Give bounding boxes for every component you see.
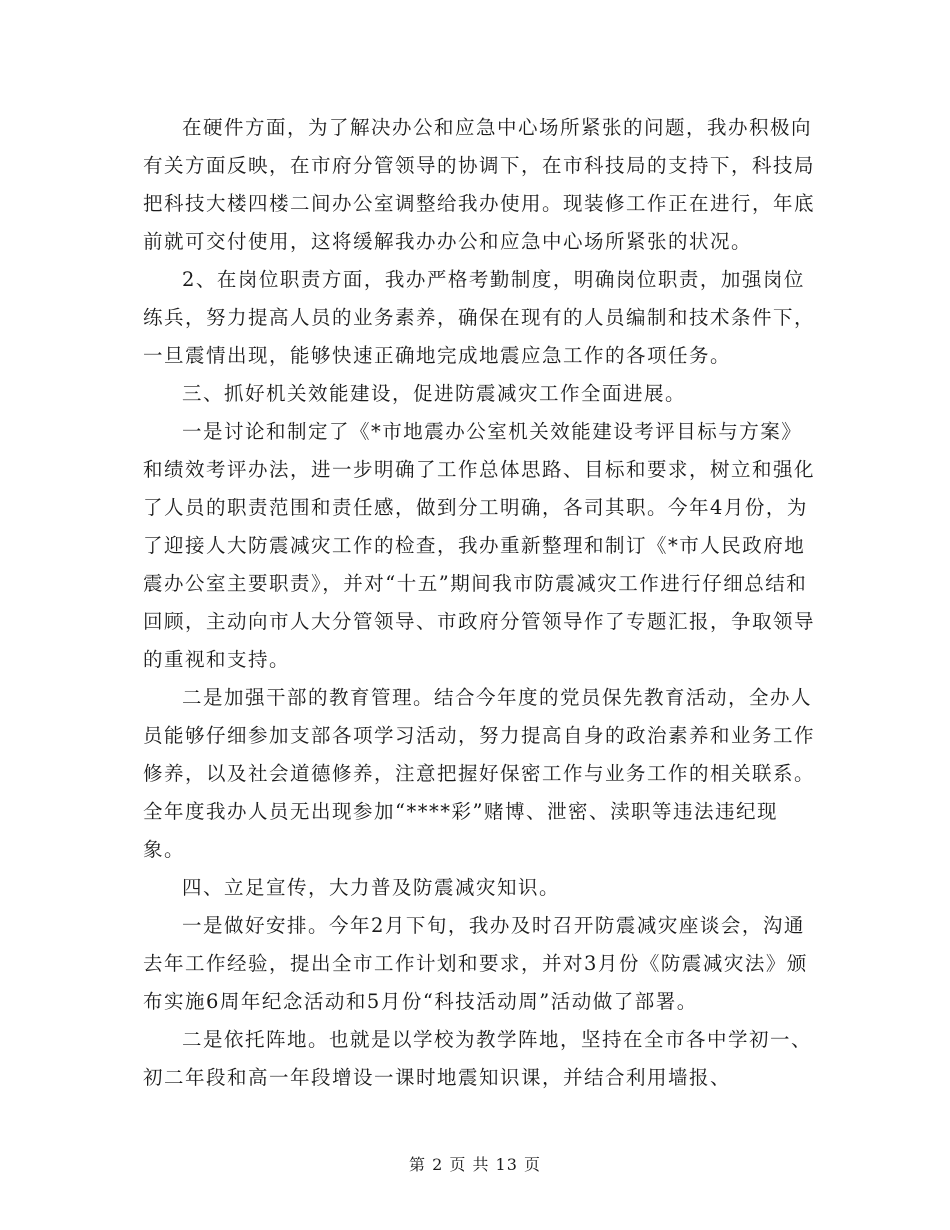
paragraph-schools: 二是依托阵地。也就是以学校为教学阵地，坚持在全市各中学初一、初二年段和高一年段增设一课时地震知识课，并结合利用墙报、	[143, 1028, 813, 1089]
paragraph-job-duties: 2、在岗位职责方面，我办严格考勤制度，明确岗位职责，加强岗位练兵，努力提高人员的业务素养，确保在现有的人员编制和技术条件下，一旦震情出现，能够快速正确地完成地震应急工作的各项任务。	[143, 268, 816, 367]
paragraph-cadre-education: 二是加强干部的教育管理。结合今年度的党员保先教育活动，全办人员能够仔细参加支部各项学习活动，努力提高自身的政治素养和业务工作修养，以及社会道德修养，注意把握好保密工作与业务工作的相关联系。全年度我办人员无出现参加“****彩”赌博、泄密、渎职等违法违纪现象。	[143, 686, 816, 861]
paragraph-assessment: 一是讨论和制定了《*市地震办公室机关效能建设考评目标与方案》和绩效考评办法，进一步明确了工作总体思路、目标和要求，树立和强化了人员的职责范围和责任感，做到分工明确，各司其职。今年4月份，为了迎接人大防震减灾工作的检查，我办重新整理和制订《*市人民政府地震办公室主要职责》，并对“十五”期间我市防震减灾工作进行仔细总结和回顾，主动向市人大分管领导、市政府分管领导作了专题汇报，争取领导的重视和支持。	[143, 420, 816, 671]
paragraph-hardware: 在硬件方面，为了解决办公和应急中心场所紧张的问题，我办积极向有关方面反映，在市府分管领导的协调下，在市科技局的支持下，科技局把科技大楼四楼二间办公室调整给我办使用。现装修工作正在进行，年底前就可交付使用，这将缓解我办办公和应急中心场所紧张的状况。	[143, 116, 816, 253]
paragraph-arrangement: 一是做好安排。今年2月下旬，我办及时召开防震减灾座谈会，沟通去年工作经验，提出全市工作计划和要求，并对3月份《防震减灾法》颁布实施6周年纪念活动和5月份“科技活动周”活动做了部署。	[143, 914, 808, 1013]
section-heading-publicity: 四、立足宣传，大力普及防震减灾知识。	[182, 876, 561, 899]
document-body	[143, 109, 815, 1097]
page-footer: 第 2 页 共 13 页	[409, 1155, 541, 1174]
section-heading-efficiency: 三、抓好机关效能建设，促进防震减灾工作全面进展。	[182, 382, 687, 405]
